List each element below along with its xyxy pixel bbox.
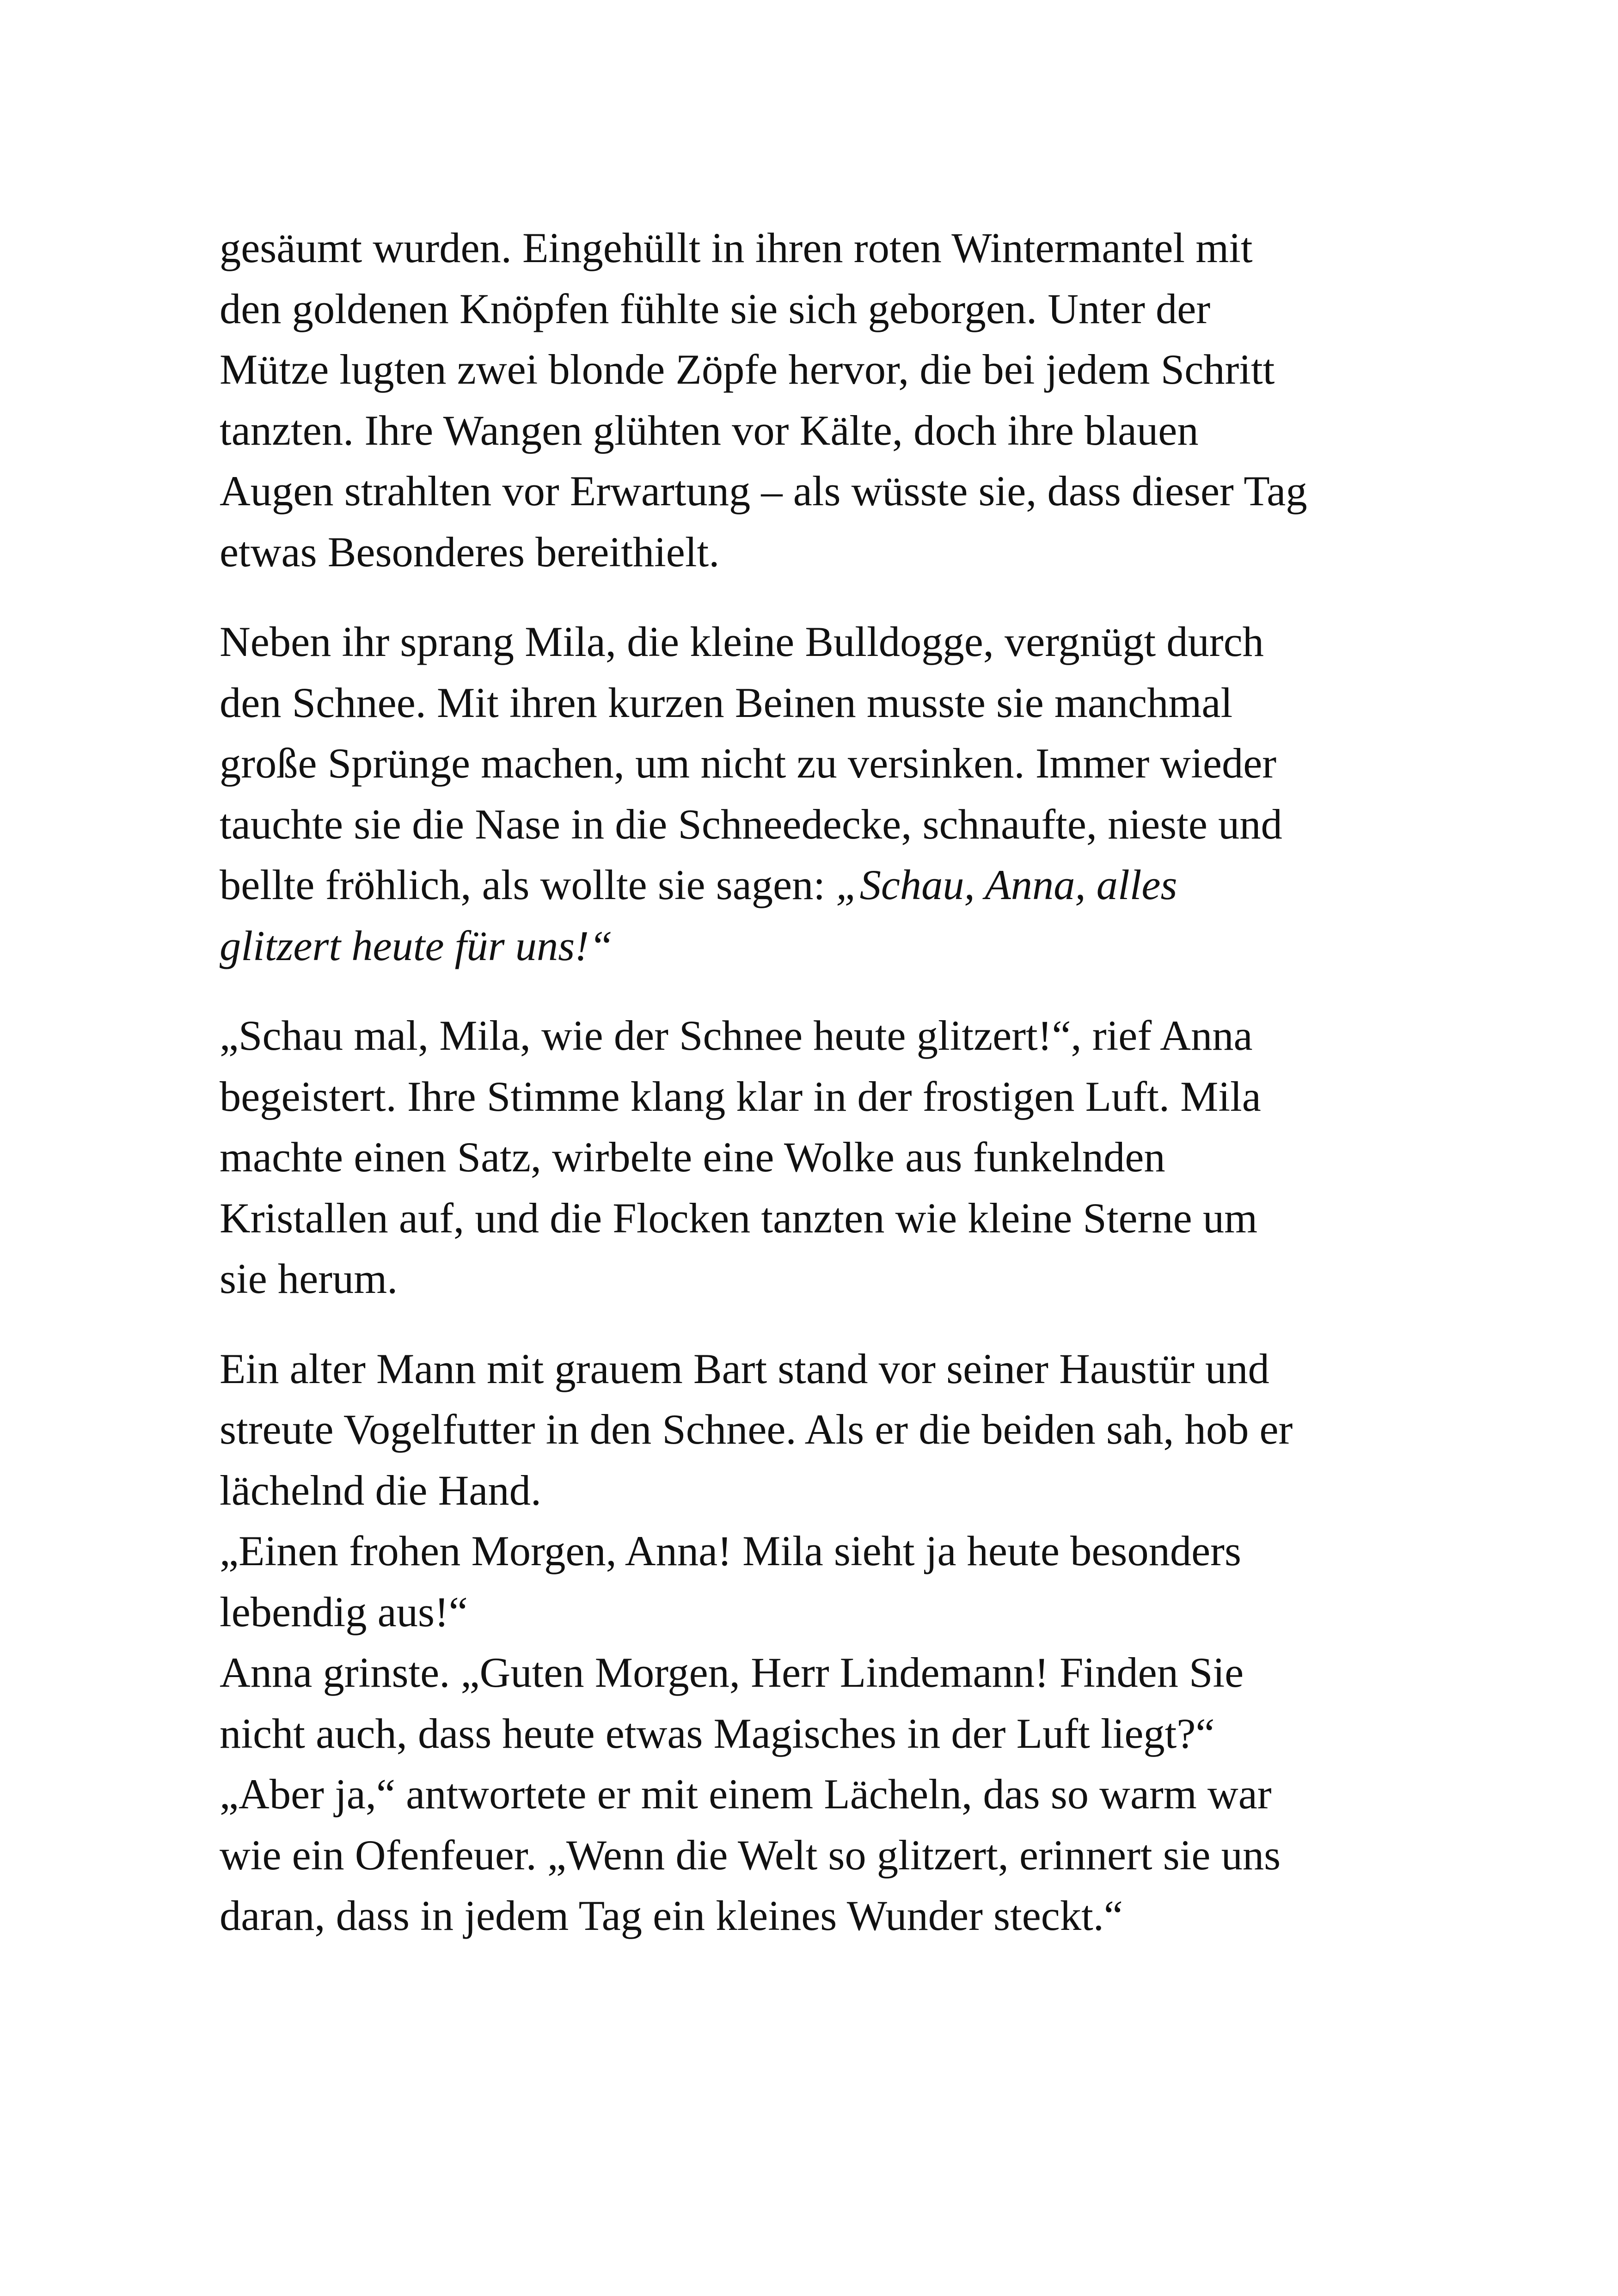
text-line: wie ein Ofenfeuer. „Wenn die Welt so glitzert, erinnert sie uns (220, 1831, 1281, 1879)
text-line: lächelnd die Hand. (220, 1467, 542, 1514)
text-line: tauchte sie die Nase in die Schneedecke, schnaufte, nieste und (220, 801, 1282, 848)
text-line: nicht auch, dass heute etwas Magisches in der Luft liegt?“ (220, 1710, 1215, 1757)
story-text (220, 218, 1477, 1947)
text-line: Kristallen auf, und die Flocken tanzten wie kleine Sterne um (220, 1194, 1258, 1242)
text-line: Mütze lugten zwei blonde Zöpfe hervor, die bei jedem Schritt (220, 346, 1275, 393)
text-plain-segment: bellte fröhlich, als wollte sie sagen: (220, 862, 836, 909)
italic-quote-segment: „Schau, Anna, alles (836, 862, 1177, 909)
italic-quote-line: glitzert heute für uns!“ (220, 922, 613, 970)
text-line: begeistert. Ihre Stimme klang klar in der frostigen Luft. Mila (220, 1073, 1261, 1120)
text-line: den goldenen Knöpfen fühlte sie sich geborgen. Unter der (220, 285, 1211, 333)
paragraph-3 (220, 1006, 1477, 1310)
text-line: „Schau mal, Mila, wie der Schnee heute glitzert!“, rief Anna (220, 1012, 1253, 1059)
text-line: lebendig aus!“ (220, 1588, 468, 1636)
text-line: Anna grinste. „Guten Morgen, Herr Lindemann! Finden Sie (220, 1649, 1244, 1696)
text-line: Ein alter Mann mit grauem Bart stand vor seiner Haustür und (220, 1345, 1269, 1393)
text-line: etwas Besonderes bereithielt. (220, 528, 720, 576)
text-line: „Aber ja,“ antwortete er mit einem Lächeln, das so warm war (220, 1771, 1272, 1818)
text-line: daran, dass in jedem Tag ein kleines Wunder steckt.“ (220, 1892, 1123, 1940)
text-line: Neben ihr sprang Mila, die kleine Bulldogge, vergnügt durch (220, 618, 1264, 666)
text-line: große Sprünge machen, um nicht zu versinken. Immer wieder (220, 740, 1277, 787)
text-line: Augen strahlten vor Erwartung – als wüsste sie, dass dieser Tag (220, 468, 1307, 515)
paragraph-1 (220, 218, 1477, 583)
text-line: machte einen Satz, wirbelte eine Wolke aus funkelnden (220, 1134, 1165, 1181)
text-line: streute Vogelfutter in den Schnee. Als er die beiden sah, hob er (220, 1406, 1293, 1453)
text-line: den Schnee. Mit ihren kurzen Beinen musste sie manchmal (220, 679, 1233, 727)
text-line: gesäumt wurden. Eingehüllt in ihren roten Wintermantel mit (220, 225, 1253, 272)
paragraph-4 (220, 1339, 1477, 1947)
text-line: „Einen frohen Morgen, Anna! Mila sieht ja heute besonders (220, 1528, 1241, 1575)
paragraph-2 (220, 612, 1477, 977)
text-line: tanzten. Ihre Wangen glühten vor Kälte, doch ihre blauen (220, 407, 1199, 454)
text-line: sie herum. (220, 1255, 398, 1303)
text-line-mixed (220, 855, 1477, 916)
